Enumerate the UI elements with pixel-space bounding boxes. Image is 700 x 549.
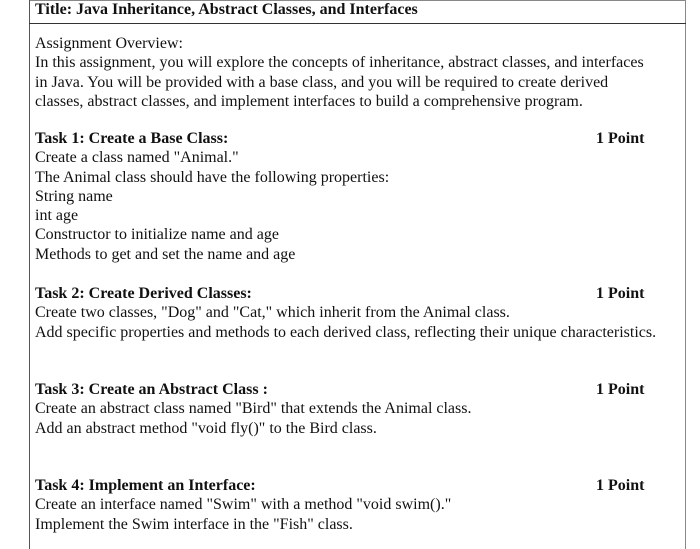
- task-2-heading: [35, 284, 695, 303]
- document-left-border: [29, 0, 30, 549]
- title-divider: [29, 23, 686, 24]
- task-2-title: Task 2: Create Derived Classes:: [35, 285, 252, 302]
- assignment-overview: [35, 34, 695, 111]
- task-2-section: [35, 284, 695, 342]
- task-1-line: The Animal class should have the following properties:: [35, 168, 390, 186]
- task-2-line: Create two classes, "Dog" and "Cat," which inherit from the Animal class.: [35, 304, 510, 322]
- task-1-section: [35, 129, 695, 264]
- task-2-line: Add specific properties and methods to each derived class, reflecting their unique characteristics.: [35, 323, 657, 341]
- task-4-heading: [35, 476, 695, 495]
- task-1-title: Task 1: Create a Base Class:: [35, 130, 229, 147]
- task-3-line: Create an abstract class named "Bird" that extends the Animal class.: [35, 400, 472, 418]
- task-1-line: Constructor to initialize name and age: [35, 226, 279, 244]
- task-4-title: Task 4: Implement an Interface:: [35, 477, 256, 494]
- task-3-heading: [35, 380, 695, 399]
- overview-heading: Assignment Overview:: [35, 35, 183, 52]
- task-3-title: Task 3: Create an Abstract Class :: [35, 381, 268, 398]
- task-1-heading: [35, 129, 695, 148]
- task-4-section: [35, 476, 695, 534]
- document-title: Title: Java Inheritance, Abstract Classes, and Interfaces: [35, 1, 418, 18]
- overview-line: classes, abstract classes, and implement interfaces to build a comprehensive program.: [35, 92, 583, 110]
- task-3-points: 1 Point: [596, 381, 645, 398]
- task-2-points: 1 Point: [596, 285, 645, 302]
- overview-line: in Java. You will be provided with a base class, and you will be required to create derived: [35, 73, 609, 91]
- task-3-section: [35, 380, 695, 438]
- task-4-points: 1 Point: [596, 477, 645, 494]
- task-1-line: int age: [35, 207, 79, 225]
- task-4-line: Implement the Swim interface in the "Fish" class.: [35, 515, 353, 533]
- task-1-line: Create a class named "Animal.": [35, 149, 239, 167]
- task-3-line: Add an abstract method "void fly()" to the Bird class.: [35, 419, 377, 437]
- task-1-line: String name: [35, 187, 113, 205]
- task-4-line: Create an interface named "Swim" with a method "void swim().": [35, 496, 452, 514]
- overview-line: In this assignment, you will explore the concepts of inheritance, abstract classes, and interfaces: [35, 54, 644, 72]
- task-1-points: 1 Point: [596, 130, 645, 147]
- task-1-line: Methods to get and set the name and age: [35, 245, 296, 263]
